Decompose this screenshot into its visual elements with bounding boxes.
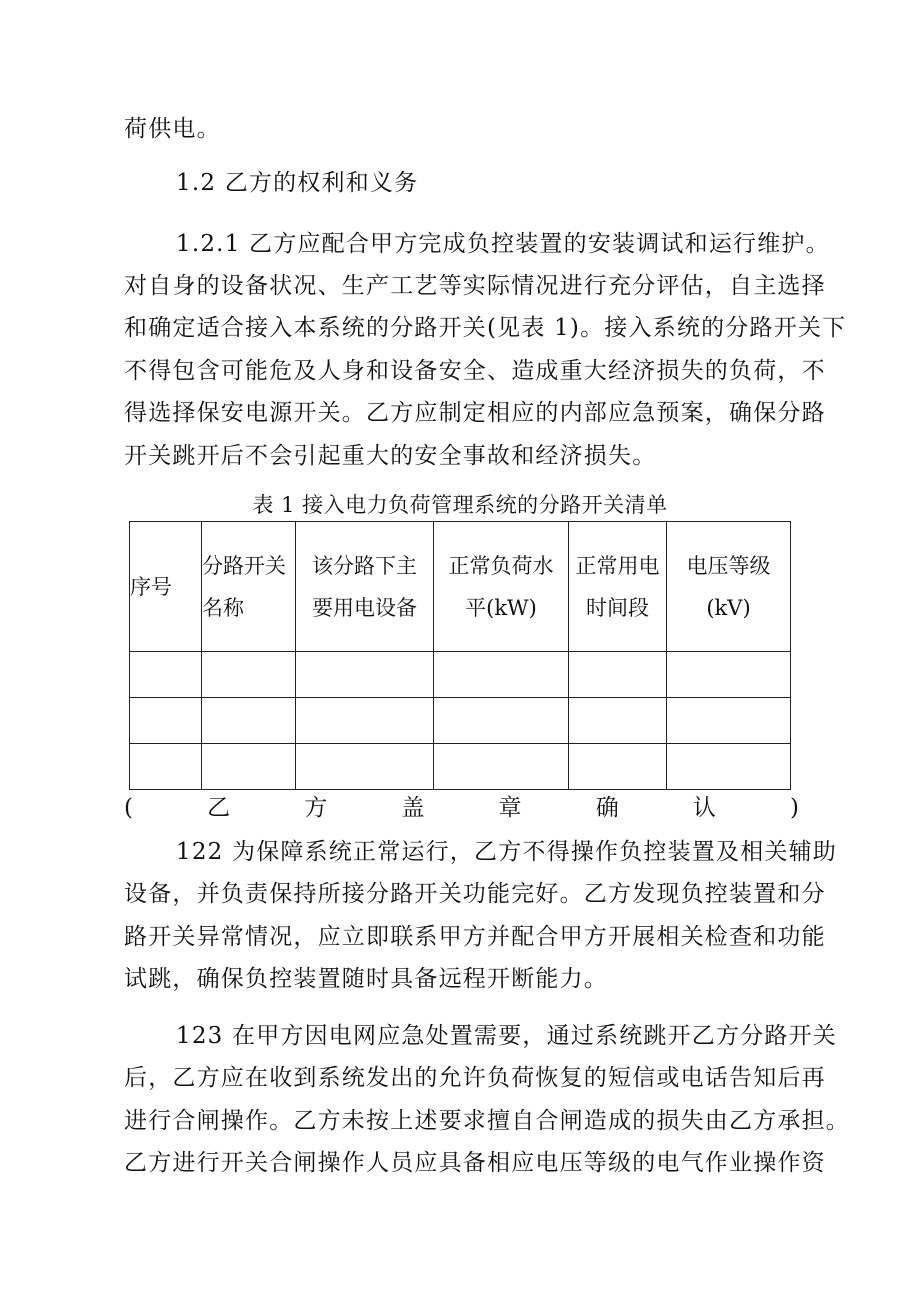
table-cell — [130, 744, 202, 790]
paragraph-line: 和确定适合接入本系统的分路开关(见表 1)。接入系统的分路开关下 — [124, 315, 847, 341]
seal-char: 章 — [498, 795, 522, 821]
table-cell — [130, 652, 202, 698]
paragraph-line: 对自身的设备状况、生产工艺等实际情况进行充分评估，自主选择 — [124, 273, 826, 299]
table-cell — [434, 744, 569, 790]
seal-char: 认 — [692, 795, 716, 821]
paragraph-line: 试跳，确保负控装置随时具备远程开断能力。 — [124, 966, 608, 992]
table-cell — [667, 652, 791, 698]
header-normal-usage-period: 正常用电 时间段 — [569, 522, 667, 652]
table-cell — [296, 698, 434, 744]
paragraph-line: 荷供电。 — [124, 116, 221, 142]
table-header-row — [130, 522, 791, 652]
table-row — [130, 744, 791, 790]
table-cell — [434, 698, 569, 744]
table-cell — [202, 698, 296, 744]
table-cell — [130, 698, 202, 744]
paragraph-line: 路开关异常情况，应立即联系甲方并配合甲方开展相关检查和功能 — [124, 924, 826, 950]
table-caption: 表 1 接入电力负荷管理系统的分路开关清单 — [252, 493, 668, 517]
paragraph-line: 得选择保安电源开关。乙方应制定相应的内部应急预案，确保分路 — [124, 400, 826, 426]
section-heading-1-2: 1.2 乙方的权利和义务 — [176, 170, 419, 196]
paragraph-line: 123 在甲方因电网应急处置需要，通过系统跳开乙方分路开关 — [176, 1023, 838, 1049]
table-cell — [569, 698, 667, 744]
seal-char: 确 — [595, 795, 619, 821]
table-cell — [569, 744, 667, 790]
table-cell — [202, 652, 296, 698]
seal-char: ( — [124, 795, 133, 821]
paragraph-line: 进行合闸操作。乙方未按上述要求擅自合闸造成的损失由乙方承担。 — [124, 1108, 850, 1134]
seal-char: 乙 — [207, 795, 231, 821]
header-main-equipment: 该分路下主 要用电设备 — [296, 522, 434, 652]
seal-char: ) — [789, 795, 799, 821]
seal-char: 盖 — [401, 795, 425, 821]
table-cell — [667, 744, 791, 790]
paragraph-line: 开关跳开后不会引起重大的安全事故和经济损失。 — [124, 443, 657, 469]
table-row — [130, 698, 791, 744]
table-cell — [667, 698, 791, 744]
paragraph-line: 不得包含可能危及人身和设备安全、造成重大经济损失的负荷，不 — [124, 358, 826, 384]
seal-confirmation-line — [124, 793, 799, 823]
table-cell — [434, 652, 569, 698]
header-voltage-level: 电压等级 (kV) — [667, 522, 791, 652]
table-cell — [296, 652, 434, 698]
header-branch-switch-name: 分路开关 名称 — [202, 522, 296, 652]
switch-list-table — [129, 521, 791, 790]
table-row — [130, 652, 791, 698]
paragraph-line: 1.2.1 乙方应配合甲方完成负控装置的安装调试和运行维护。 — [176, 231, 830, 257]
header-serial-number: 序号 — [130, 522, 202, 652]
table-cell — [202, 744, 296, 790]
table-cell — [569, 652, 667, 698]
header-normal-load-level: 正常负荷水 平(kW) — [434, 522, 569, 652]
table-cell — [296, 744, 434, 790]
seal-char: 方 — [304, 795, 328, 821]
paragraph-line: 122 为保障系统正常运行，乙方不得操作负控装置及相关辅助 — [176, 839, 838, 865]
paragraph-line: 乙方进行开关合闸操作人员应具备相应电压等级的电气作业操作资 — [124, 1150, 826, 1176]
paragraph-line: 后，乙方应在收到系统发出的允许负荷恢复的短信或电话告知后再 — [124, 1065, 826, 1091]
paragraph-line: 设备，并负责保持所接分路开关功能完好。乙方发现负控装置和分 — [124, 881, 826, 907]
